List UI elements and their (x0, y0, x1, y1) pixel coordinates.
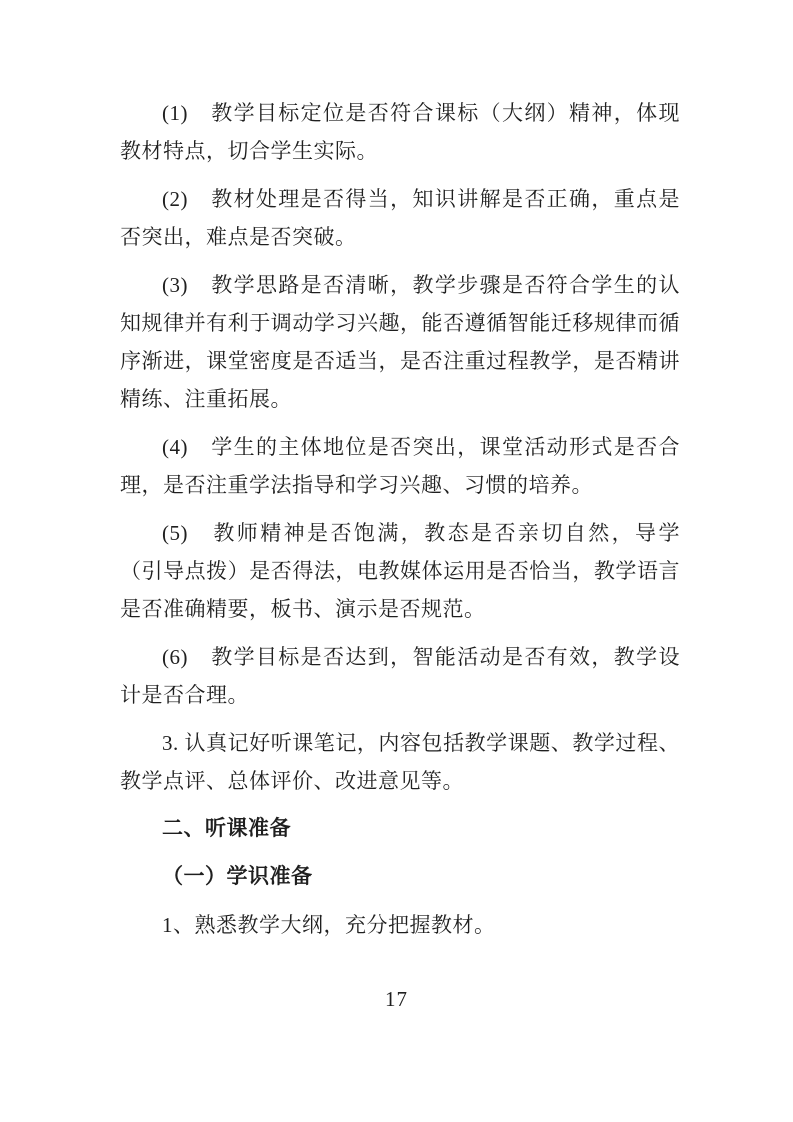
numbered-item-4: (4) 学生的主体地位是否突出，课堂活动形式是否合理，是否注重学法指导和学习兴趣、习惯的培养。 (120, 435, 680, 497)
section-heading-2: 二、听课准备 (162, 817, 291, 840)
numbered-item-6: (6) 教学目标是否达到，智能活动是否有效，教学设计是否合理。 (120, 645, 680, 707)
subsection-heading-2-1: （一）学识准备 (162, 865, 313, 888)
page-number: 17 (385, 987, 408, 1011)
numbered-item-5: (5) 教师精神是否饱满，教态是否亲切自然，导学（引导点拨）是否得法，电教媒体运用是否恰当，教学语言是否准确精要，板书、演示是否规范。 (120, 521, 680, 621)
numbered-item-1: (1) 教学目标定位是否符合课标（大纲）精神，体现教材特点，切合学生实际。 (120, 101, 680, 163)
subsection-item-1: 1、熟悉教学大纲，充分把握教材。 (162, 913, 496, 937)
numbered-item-2: (2) 教材处理是否得当，知识讲解是否正确，重点是否突出，难点是否突破。 (120, 187, 680, 249)
numbered-item-3: (3) 教学思路是否清晰，教学步骤是否符合学生的认知规律并有利于调动学习兴趣，能否遵循智能迁移规律而循序渐进，课堂密度是否适当，是否注重过程教学，是否精讲精练、注重拓展。 (120, 273, 680, 411)
note-taking-paragraph: 3. 认真记好听课笔记，内容包括教学课题、教学过程、教学点评、总体评价、改进意见等。 (120, 731, 680, 793)
document-content (120, 94, 680, 954)
